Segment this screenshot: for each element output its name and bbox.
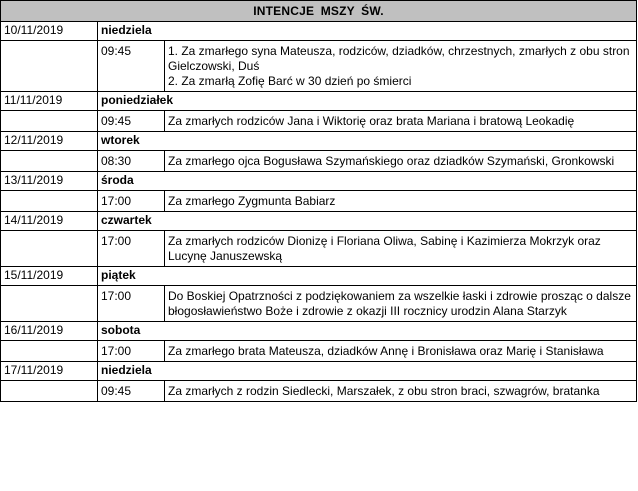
- title-row: [1, 1, 637, 22]
- intention-text: Za zmarłego Zygmunta Babiarz: [168, 194, 336, 208]
- mass-time: 17:00: [98, 231, 165, 267]
- mass-row: [1, 286, 637, 322]
- mass-row: [1, 341, 637, 362]
- mass-time: 17:00: [98, 341, 165, 362]
- empty-date-cell: [1, 381, 98, 402]
- date-cell: 13/11/2019: [1, 172, 98, 191]
- mass-time: 09:45: [98, 381, 165, 402]
- mass-row: [1, 41, 637, 92]
- intention-text: 1. Za zmarłego syna Mateusza, rodziców, dziadków, chrzestnych, zmarłych z obu stron Gielczowski, Duś: [168, 44, 630, 73]
- mass-time: 09:45: [98, 111, 165, 132]
- intention-cell: [165, 191, 637, 212]
- mass-row: [1, 151, 637, 172]
- date-row: [1, 22, 637, 41]
- date-row: [1, 92, 637, 111]
- intention-text: Do Boskiej Opatrzności z podziękowaniem za wszelkie łaski i zdrowie prosząc o dalsze błogosławieństwo Boże i zdrowie z okazji III rocznicy urodzin Alana Starzyk: [168, 289, 631, 318]
- intention-cell: [165, 41, 637, 92]
- date-row: [1, 362, 637, 381]
- mass-time: 09:45: [98, 41, 165, 92]
- weekday-cell: piątek: [98, 267, 637, 286]
- mass-time: 17:00: [98, 191, 165, 212]
- intention-text: Za zmarłego ojca Bogusława Szymańskiego oraz dziadków Szymański, Gronkowski: [168, 154, 615, 168]
- weekday-cell: sobota: [98, 322, 637, 341]
- mass-row: [1, 381, 637, 402]
- weekday-cell: czwartek: [98, 212, 637, 231]
- weekday-cell: niedziela: [98, 22, 637, 41]
- empty-date-cell: [1, 191, 98, 212]
- intention-cell: [165, 381, 637, 402]
- intention-text: Za zmarłych rodziców Dionizę i Floriana Oliwa, Sabinę i Kazimierza Mokrzyk oraz Lucynę Januszewską: [168, 234, 601, 263]
- date-cell: 15/11/2019: [1, 267, 98, 286]
- intention-text: Za zmarłych rodziców Jana i Wiktorię oraz brata Mariana i bratową Leokadię: [168, 114, 575, 128]
- weekday-cell: poniedziałek: [98, 92, 637, 111]
- date-row: [1, 212, 637, 231]
- empty-date-cell: [1, 286, 98, 322]
- date-cell: 10/11/2019: [1, 22, 98, 41]
- intention-cell: [165, 231, 637, 267]
- date-cell: 12/11/2019: [1, 132, 98, 151]
- mass-row: [1, 111, 637, 132]
- intention-text: Za zmarłego brata Mateusza, dziadków Annę i Bronisława oraz Marię i Stanisława: [168, 344, 604, 358]
- date-row: [1, 267, 637, 286]
- intention-cell: [165, 111, 637, 132]
- intention-cell: [165, 341, 637, 362]
- weekday-cell: wtorek: [98, 132, 637, 151]
- empty-date-cell: [1, 41, 98, 92]
- date-cell: 16/11/2019: [1, 322, 98, 341]
- mass-intentions-body: [1, 1, 637, 402]
- intention-cell: [165, 286, 637, 322]
- date-cell: 17/11/2019: [1, 362, 98, 381]
- date-cell: 11/11/2019: [1, 92, 98, 111]
- mass-time: 08:30: [98, 151, 165, 172]
- date-row: [1, 172, 637, 191]
- empty-date-cell: [1, 151, 98, 172]
- empty-date-cell: [1, 341, 98, 362]
- mass-row: [1, 231, 637, 267]
- intention-text: Za zmarłych z rodzin Siedlecki, Marszałek, z obu stron braci, szwagrów, bratanka: [168, 384, 600, 398]
- empty-date-cell: [1, 231, 98, 267]
- mass-row: [1, 191, 637, 212]
- date-row: [1, 132, 637, 151]
- sheet-title: INTENCJE MSZY ŚW.: [1, 1, 637, 22]
- empty-date-cell: [1, 111, 98, 132]
- date-cell: 14/11/2019: [1, 212, 98, 231]
- intention-cell: [165, 151, 637, 172]
- weekday-cell: niedziela: [98, 362, 637, 381]
- date-row: [1, 322, 637, 341]
- weekday-cell: środa: [98, 172, 637, 191]
- intention-text: 2. Za zmarłą Zofię Barć w 30 dzień po śmierci: [168, 74, 412, 88]
- mass-time: 17:00: [98, 286, 165, 322]
